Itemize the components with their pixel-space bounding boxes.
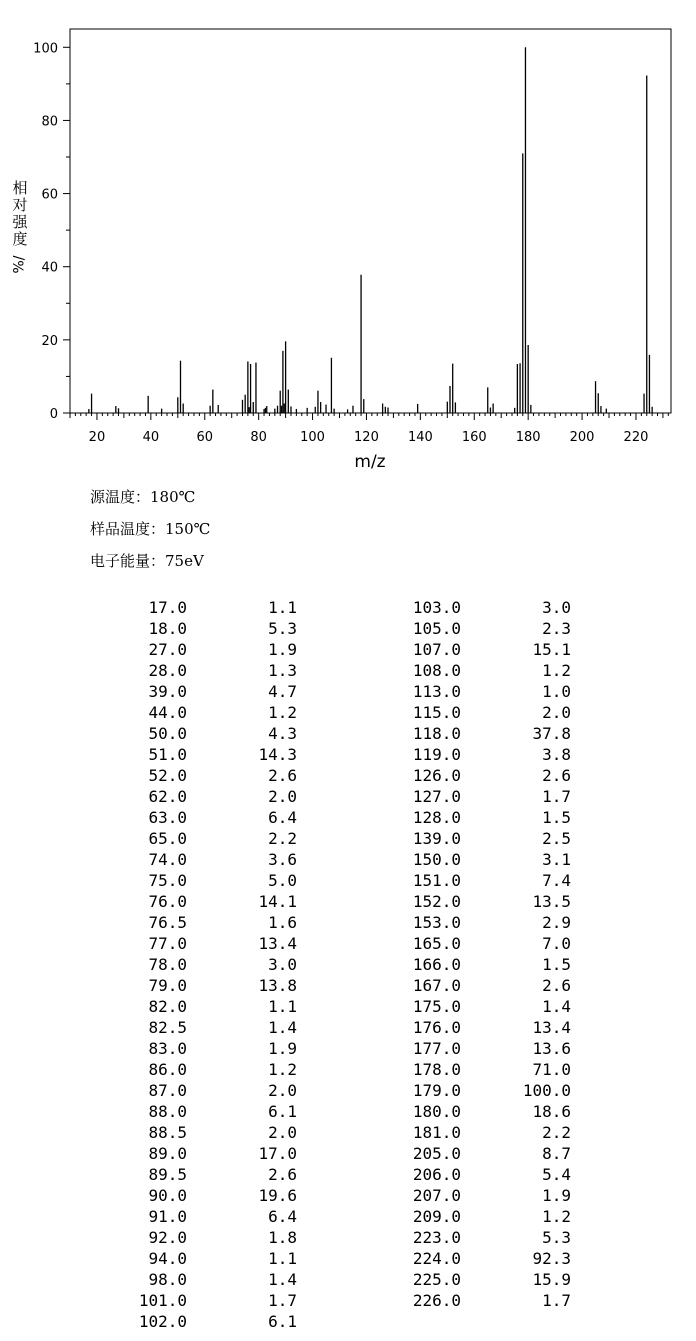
peak-abundance: 2.9 (542, 913, 571, 932)
peak-abundance: 1.6 (268, 913, 297, 932)
peak-mz: 52.0 (148, 766, 187, 785)
peak-row (391, 723, 571, 744)
peak-abundance: 1.4 (268, 1270, 297, 1289)
peak-row (117, 1038, 297, 1059)
peak-abundance: 2.6 (268, 1165, 297, 1184)
peak-mz: 108.0 (412, 661, 461, 680)
peak-abundance: 1.2 (542, 1207, 571, 1226)
peak-row (117, 1206, 297, 1227)
peak-row (117, 1248, 297, 1269)
peak-row (391, 828, 571, 849)
peak-abundance: 6.1 (268, 1312, 297, 1331)
peak-abundance: 3.8 (542, 745, 571, 764)
peak-row (391, 807, 571, 828)
peak-abundance: 2.2 (542, 1123, 571, 1142)
peak-mz: 139.0 (412, 829, 461, 848)
y-tick-label: 20 (41, 333, 58, 349)
y-tick-label: 60 (41, 187, 58, 203)
peak-row (117, 975, 297, 996)
x-tick-label: 80 (250, 430, 267, 445)
peak-mz: 166.0 (412, 955, 461, 974)
peak-mz: 94.0 (148, 1249, 187, 1268)
peak-row (117, 828, 297, 849)
y-axis-label-char: 相 (12, 179, 28, 197)
peak-abundance: 14.3 (258, 745, 297, 764)
peak-abundance: 19.6 (258, 1186, 297, 1205)
peak-abundance: 13.5 (532, 892, 571, 911)
peak-mz: 126.0 (412, 766, 461, 785)
peak-row (117, 1122, 297, 1143)
peak-row (117, 1269, 297, 1290)
peak-row (391, 639, 571, 660)
peak-mz: 76.0 (148, 892, 187, 911)
peak-mz: 128.0 (412, 808, 461, 827)
peak-abundance: 92.3 (532, 1249, 571, 1268)
peak-abundance: 1.9 (268, 640, 297, 659)
peak-mz: 127.0 (412, 787, 461, 806)
peak-row (391, 1101, 571, 1122)
x-tick-label: 20 (88, 430, 106, 445)
peak-abundance: 1.5 (542, 955, 571, 974)
peak-abundance: 1.4 (268, 1018, 297, 1037)
peak-row (391, 702, 571, 723)
peak-row (391, 1185, 571, 1206)
y-axis-ticks (33, 41, 70, 422)
peak-abundance: 1.2 (542, 661, 571, 680)
peak-mz: 226.0 (412, 1291, 461, 1310)
peak-abundance: 1.1 (268, 598, 297, 617)
peak-row (117, 681, 297, 702)
peak-mz: 88.0 (148, 1102, 187, 1121)
peak-mz: 91.0 (148, 1207, 187, 1226)
x-tick-label: 180 (515, 430, 541, 445)
peak-mz: 28.0 (148, 661, 187, 680)
x-tick-label: 200 (569, 430, 595, 445)
y-tick-label: 40 (41, 260, 58, 276)
peak-abundance: 2.2 (268, 829, 297, 848)
peak-row (117, 1080, 297, 1101)
y-axis-label-char: 对 (12, 196, 28, 214)
peak-mz: 207.0 (412, 1186, 461, 1205)
peak-mz: 74.0 (148, 850, 187, 869)
peak-abundance: 2.0 (268, 787, 297, 806)
peak-mz: 65.0 (148, 829, 187, 848)
peak-row (391, 1059, 571, 1080)
peak-row (391, 786, 571, 807)
peak-mz: 86.0 (148, 1060, 187, 1079)
peak-mz: 119.0 (412, 745, 461, 764)
peak-abundance: 2.3 (542, 619, 571, 638)
peak-row (391, 975, 571, 996)
peak-abundance: 13.4 (532, 1018, 571, 1037)
peak-mz: 118.0 (412, 724, 461, 743)
peak-abundance: 3.0 (542, 598, 571, 617)
peak-mz: 223.0 (412, 1228, 461, 1247)
peak-mz: 103.0 (412, 598, 461, 617)
peak-mz: 179.0 (412, 1081, 461, 1100)
peak-row (391, 1290, 571, 1311)
peak-mz: 153.0 (412, 913, 461, 932)
peak-row (391, 912, 571, 933)
x-tick-label: 160 (461, 430, 487, 445)
peak-abundance: 3.6 (268, 850, 297, 869)
peak-row (391, 1143, 571, 1164)
peak-mz: 225.0 (412, 1270, 461, 1289)
peak-abundance: 8.7 (542, 1144, 571, 1163)
peak-row (391, 933, 571, 954)
peak-row (391, 1164, 571, 1185)
peak-row (117, 723, 297, 744)
y-tick-label: 0 (49, 407, 58, 422)
peak-abundance: 4.3 (268, 724, 297, 743)
peak-mz: 98.0 (148, 1270, 187, 1289)
peak-abundance: 1.9 (268, 1039, 297, 1058)
peak-abundance: 6.4 (268, 1207, 297, 1226)
peak-abundance: 100.0 (522, 1081, 571, 1100)
peak-row (391, 870, 571, 891)
peak-abundance: 5.4 (542, 1165, 571, 1184)
y-axis-label-char: 强 (12, 213, 28, 231)
peak-mz: 151.0 (412, 871, 461, 890)
peak-abundance: 2.5 (542, 829, 571, 848)
peak-row (117, 765, 297, 786)
peak-mz: 87.0 (148, 1081, 187, 1100)
peak-abundance: 5.3 (268, 619, 297, 638)
peak-abundance: 7.4 (542, 871, 571, 890)
electron-energy: 电子能量：75eV (90, 552, 204, 570)
y-axis-label-text (12, 180, 27, 248)
peak-row (391, 618, 571, 639)
peak-mz: 17.0 (148, 598, 187, 617)
peak-mz: 78.0 (148, 955, 187, 974)
peak-row (117, 1185, 297, 1206)
peak-abundance: 1.1 (268, 997, 297, 1016)
peak-mz: 50.0 (148, 724, 187, 743)
peak-row (391, 891, 571, 912)
peak-abundance: 1.8 (268, 1228, 297, 1247)
peak-row (117, 891, 297, 912)
peak-abundance: 1.2 (268, 1060, 297, 1079)
peak-mz: 152.0 (412, 892, 461, 911)
peak-mz: 79.0 (148, 976, 187, 995)
peak-mz: 51.0 (148, 745, 187, 764)
peak-mz: 89.0 (148, 1144, 187, 1163)
x-tick-label: 140 (407, 430, 433, 445)
peak-row (391, 849, 571, 870)
peak-row (391, 765, 571, 786)
x-axis-label: m/z (354, 452, 386, 472)
peak-mz: 102.0 (138, 1312, 187, 1331)
peak-abundance: 2.0 (268, 1081, 297, 1100)
peak-mz: 88.5 (148, 1123, 187, 1142)
peak-row (391, 681, 571, 702)
peak-row (391, 954, 571, 975)
peak-mz: 175.0 (412, 997, 461, 1016)
y-tick-label: 100 (33, 41, 58, 57)
peak-abundance: 6.4 (268, 808, 297, 827)
peak-row (117, 1143, 297, 1164)
peak-row (391, 1122, 571, 1143)
peak-row (117, 1101, 297, 1122)
peak-table-left (117, 597, 297, 1332)
peak-row (117, 849, 297, 870)
peak-abundance: 2.6 (542, 976, 571, 995)
peak-mz: 105.0 (412, 619, 461, 638)
peak-mz: 209.0 (412, 1207, 461, 1226)
peak-row (117, 933, 297, 954)
peak-mz: 205.0 (412, 1144, 461, 1163)
peak-mz: 113.0 (412, 682, 461, 701)
peak-row (117, 1290, 297, 1311)
x-tick-label: 100 (300, 430, 325, 445)
peak-mz: 92.0 (148, 1228, 187, 1247)
peak-abundance: 15.9 (532, 1270, 571, 1289)
peak-abundance: 1.7 (268, 1291, 297, 1310)
peak-mz: 180.0 (412, 1102, 461, 1121)
peak-mz: 82.5 (148, 1018, 187, 1037)
peak-mz: 150.0 (412, 850, 461, 869)
peak-row (391, 744, 571, 765)
peak-row (117, 702, 297, 723)
y-axis-label-char: 度 (12, 230, 28, 248)
peak-mz: 115.0 (412, 703, 461, 722)
x-tick-label: 120 (354, 430, 379, 445)
peak-abundance: 13.6 (532, 1039, 571, 1058)
peak-abundance: 2.6 (542, 766, 571, 785)
peak-row (391, 1206, 571, 1227)
peak-mz: 107.0 (412, 640, 461, 659)
peak-mz: 27.0 (148, 640, 187, 659)
peak-abundance: 2.0 (268, 1123, 297, 1142)
peak-abundance: 1.3 (268, 661, 297, 680)
peak-row (117, 597, 297, 618)
peak-mz: 39.0 (148, 682, 187, 701)
peak-row (391, 1227, 571, 1248)
y-tick-label: 80 (41, 114, 58, 130)
peak-mz: 167.0 (412, 976, 461, 995)
peak-row (117, 954, 297, 975)
peak-mz: 178.0 (412, 1060, 461, 1079)
peak-row (117, 1227, 297, 1248)
peak-abundance: 1.4 (542, 997, 571, 1016)
peak-abundance: 6.1 (268, 1102, 297, 1121)
peak-mz: 224.0 (412, 1249, 461, 1268)
y-axis-label (8, 180, 32, 273)
peak-abundance: 13.8 (258, 976, 297, 995)
x-axis-ticks (70, 413, 668, 445)
peak-abundance: 14.1 (258, 892, 297, 911)
peak-abundance: 1.9 (542, 1186, 571, 1205)
peak-mz: 177.0 (412, 1039, 461, 1058)
peak-abundance: 71.0 (532, 1060, 571, 1079)
peak-row (391, 660, 571, 681)
peak-abundance: 13.4 (258, 934, 297, 953)
peak-row (117, 660, 297, 681)
peak-row (117, 639, 297, 660)
peak-abundance: 1.7 (542, 1291, 571, 1310)
peak-row (117, 1311, 297, 1332)
peak-abundance: 18.6 (532, 1102, 571, 1121)
peak-row (391, 1038, 571, 1059)
peak-mz: 18.0 (148, 619, 187, 638)
peak-abundance: 15.1 (532, 640, 571, 659)
peak-abundance: 1.7 (542, 787, 571, 806)
peak-table-right (391, 597, 571, 1311)
peak-abundance: 5.3 (542, 1228, 571, 1247)
peak-mz: 206.0 (412, 1165, 461, 1184)
peak-mz: 83.0 (148, 1039, 187, 1058)
peak-mz: 44.0 (148, 703, 187, 722)
peak-row (117, 996, 297, 1017)
source-temperature: 源温度：180℃ (90, 488, 196, 506)
peak-row (391, 1269, 571, 1290)
peak-mz: 75.0 (148, 871, 187, 890)
peak-abundance: 1.2 (268, 703, 297, 722)
peak-row (391, 1080, 571, 1101)
peak-mz: 101.0 (138, 1291, 187, 1310)
peak-row (117, 1059, 297, 1080)
peak-row (391, 597, 571, 618)
peak-abundance: 1.0 (542, 682, 571, 701)
peak-mz: 176.0 (412, 1018, 461, 1037)
peak-abundance: 1.5 (542, 808, 571, 827)
mass-spectrum-chart (0, 0, 696, 480)
peak-row (391, 1017, 571, 1038)
peak-row (391, 996, 571, 1017)
peak-mz: 90.0 (148, 1186, 187, 1205)
peak-row (117, 786, 297, 807)
peak-row (117, 807, 297, 828)
peak-mz: 62.0 (148, 787, 187, 806)
peak-row (117, 618, 297, 639)
y-axis-label-unit: %/ (11, 255, 28, 274)
peak-row (117, 1164, 297, 1185)
peak-abundance: 3.1 (542, 850, 571, 869)
x-tick-label: 220 (623, 430, 649, 445)
peak-row (117, 744, 297, 765)
peak-abundance: 37.8 (532, 724, 571, 743)
x-tick-label: 60 (196, 430, 214, 445)
peak-bars (89, 47, 652, 413)
peak-row (117, 870, 297, 891)
peak-abundance: 7.0 (542, 934, 571, 953)
peak-mz: 77.0 (148, 934, 187, 953)
peak-abundance: 1.1 (268, 1249, 297, 1268)
peak-row (117, 1017, 297, 1038)
peak-mz: 76.5 (148, 913, 187, 932)
x-tick-label: 40 (142, 430, 160, 445)
peak-mz: 82.0 (148, 997, 187, 1016)
peak-abundance: 17.0 (258, 1144, 297, 1163)
peak-abundance: 2.6 (268, 766, 297, 785)
plot-frame (70, 29, 671, 413)
peak-abundance: 5.0 (268, 871, 297, 890)
peak-mz: 63.0 (148, 808, 187, 827)
peak-mz: 181.0 (412, 1123, 461, 1142)
sample-temperature: 样品温度：150℃ (90, 520, 211, 538)
peak-abundance: 2.0 (542, 703, 571, 722)
peak-row (391, 1248, 571, 1269)
peak-abundance: 3.0 (268, 955, 297, 974)
peak-mz: 165.0 (412, 934, 461, 953)
peak-mz: 89.5 (148, 1165, 187, 1184)
peak-row (117, 912, 297, 933)
peak-abundance: 4.7 (268, 682, 297, 701)
